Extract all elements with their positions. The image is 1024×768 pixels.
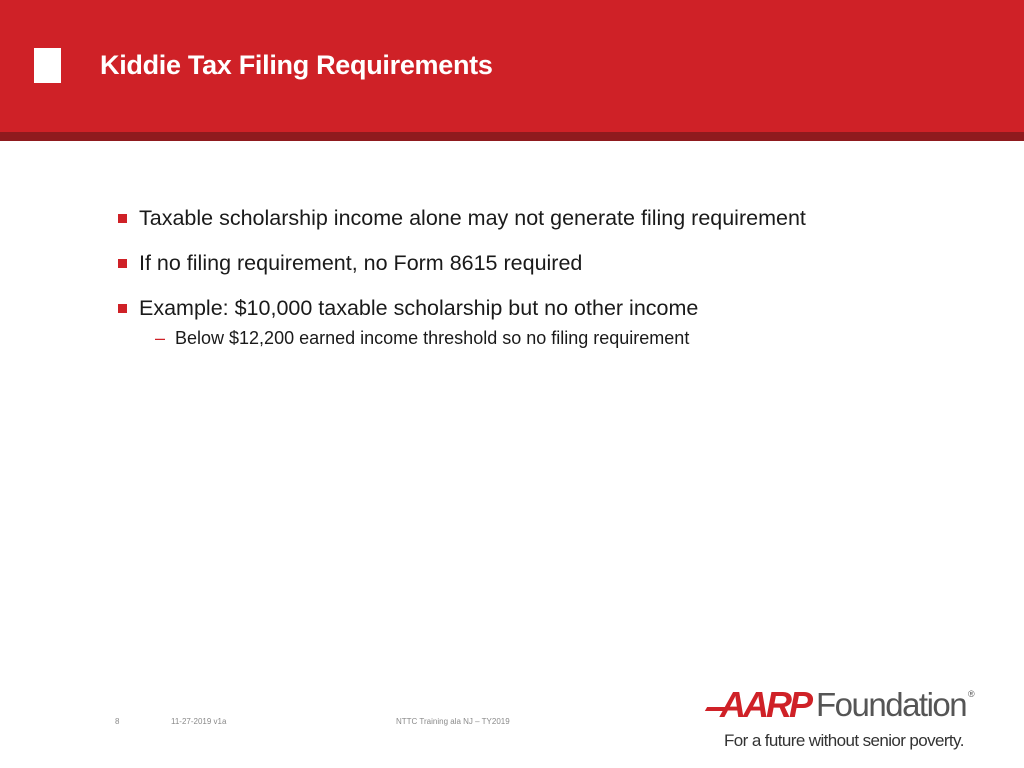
sub-bullet-text: Below $12,200 earned income threshold so no filing requirement [175,328,690,348]
dash-bullet-icon: – [155,328,166,348]
bullet-list [118,202,978,351]
aarp-foundation-logo [706,684,976,756]
title-square-icon [34,48,61,83]
square-bullet-icon [118,259,127,268]
logo-name: Foundation [816,686,967,723]
logo-tagline: For a future without senior poverty. [724,731,964,750]
footer-label: NTTC Training ala NJ – TY2019 [396,717,510,726]
page-number: 8 [115,717,120,726]
version-date: 11-27-2019 v1a [171,717,227,726]
registered-mark: ® [968,689,975,699]
title-bar-shadow [0,132,1024,141]
bullet-item [118,202,978,234]
square-bullet-icon [118,214,127,223]
bullet-item [118,247,978,279]
bullet-text: Taxable scholarship income alone may not generate filing requirement [139,206,806,230]
bullet-text: If no filing requirement, no Form 8615 required [139,251,583,275]
bullet-item [118,292,978,324]
logo-brand: AARP [720,684,811,725]
sub-bullet-item [155,325,978,351]
page-title: Kiddie Tax Filing Requirements [100,50,493,80]
title-bar [0,0,1024,132]
square-bullet-icon [118,304,127,313]
bullet-text: Example: $10,000 taxable scholarship but no other income [139,296,699,320]
